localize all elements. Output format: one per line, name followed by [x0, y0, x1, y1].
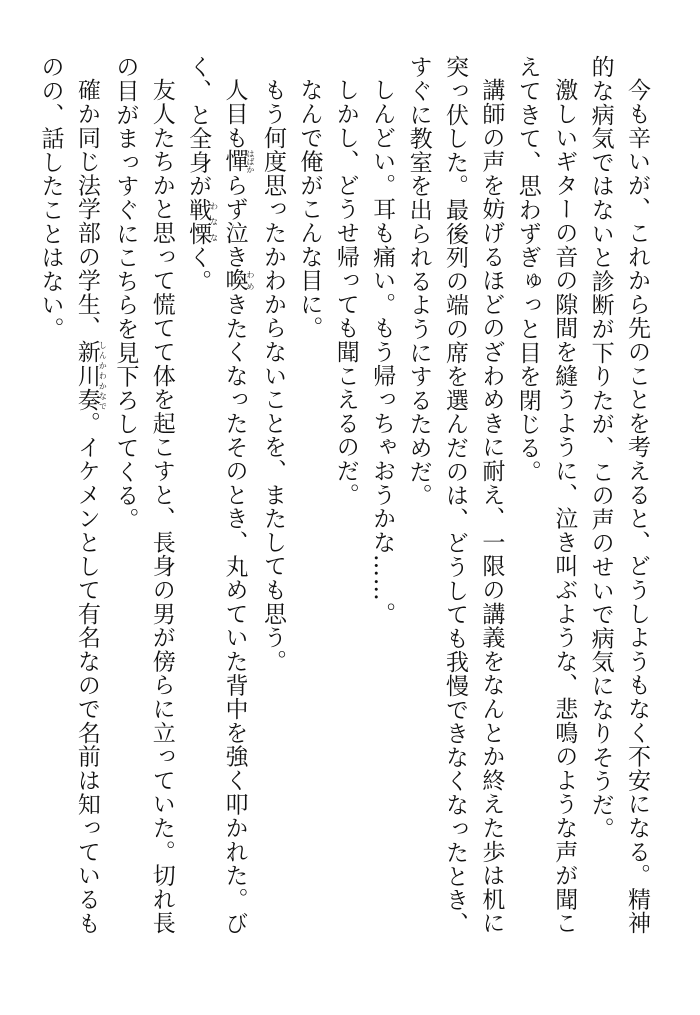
ruby-reading: はばか [246, 149, 256, 174]
paragraph-3 [400, 55, 509, 955]
paragraph-text: 人目も [221, 78, 248, 150]
paragraph-text: しんどい。耳も痛い。もう帰っちゃおうかな……。 [369, 78, 396, 626]
ruby-word [185, 197, 219, 246]
paragraph-1 [582, 55, 655, 955]
ruby-word [221, 149, 256, 174]
paragraph-9 [107, 55, 180, 955]
paragraph-5 [327, 55, 363, 955]
ruby-reading: わめ [246, 268, 256, 293]
paragraph-text: 確か同じ法学部の学生、 [73, 78, 100, 340]
ruby-base: 戦慄 [185, 197, 212, 246]
ruby-word [221, 268, 256, 293]
paragraph-text: しかし、どうせ帰っても聞こえるのだ。 [332, 78, 359, 507]
paragraph-7 [255, 55, 291, 955]
paragraph-2 [509, 55, 582, 955]
ruby-reading: わなな [209, 197, 219, 246]
paragraph-text: 。イケメンとして有名なので名前は知っているものの、話したことはない。 [37, 55, 100, 935]
paragraph-6 [291, 55, 327, 955]
paragraph-text: 講師の声を妨げるほどのざわめきに耐え、一限の講義をなんとか終えた歩は机に突っ伏した。最後列の端の席を選んだのは、どうしても我慢できなくなったとき、すぐに教室を出られるようにするためだ。 [405, 55, 505, 936]
ruby-reading: しんかわかなで [98, 339, 108, 412]
ruby-base: 憚 [221, 149, 248, 174]
paragraph-8 [180, 55, 255, 955]
paragraph-text: もう何度思ったかわからないことを、またしても思う。 [259, 78, 286, 673]
paragraph-text: 激しいギターの音の隙間を縫うように、泣き叫ぶような、悲鳴のような声が聞こえてきて、思わずぎゅっと目を閉じる。 [514, 55, 578, 935]
paragraph-text: らず泣き [221, 173, 248, 269]
paragraph-text: 今も辛いが、これから先のことを考えると、どうしようもなく不安になる。精神的な病気ではないと診断が下りたが、この声のせいで病気になりそうだ。 [587, 55, 650, 935]
paragraph-10 [32, 55, 107, 955]
paragraph-text: 友人たちかと思って慌てて体を起こすと、長身の男が傍らに立っていた。切れ長の目がまっすぐにこちらを見下ろしてくる。 [112, 55, 175, 935]
ruby-base: 喚 [221, 268, 248, 293]
paragraph-4 [364, 55, 400, 955]
ruby-base: 新川奏 [73, 339, 100, 412]
ruby-word [73, 339, 108, 412]
paragraph-text: きたくなったそのとき、丸めていた背中を強く叩かれた。びく、と全身が [185, 55, 248, 935]
paragraph-text: なんで俺がこんな目に。 [296, 78, 323, 340]
vertical-text-body [15, 55, 655, 955]
paragraph-text: く。 [185, 245, 212, 294]
